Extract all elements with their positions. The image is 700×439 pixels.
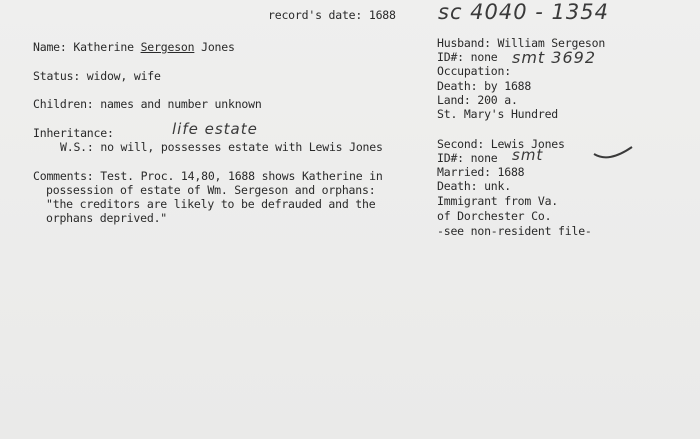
comments-line-1: Comments: Test. Proc. 14,80, 1688 shows Katherine in <box>33 169 383 183</box>
comments-line-2: possession of estate of Wm. Sergeson and orphans: <box>46 183 376 197</box>
handwritten-stroke-icon <box>592 144 634 162</box>
husband-field: Husband: William Sergeson <box>437 36 606 50</box>
occupation-field: Occupation: <box>437 64 511 78</box>
inheritance-ws: W.S.: no will, possesses estate with Lewis Jones <box>60 140 383 154</box>
name-field <box>33 40 235 54</box>
second-id: ID#: none <box>437 151 498 165</box>
husband-id: ID#: none <box>437 50 498 64</box>
inheritance-handwritten: life estate <box>172 120 258 138</box>
comments-line-4: orphans deprived." <box>46 211 168 225</box>
land-field: Land: 200 a. <box>437 93 518 107</box>
immigrant-field: Immigrant from Va. <box>437 194 559 208</box>
comments-line-3: "the creditors are likely to be defrauded and the <box>46 197 376 211</box>
record-date: record's date: 1688 <box>268 8 396 22</box>
children-field: Children: names and number unknown <box>33 97 262 111</box>
death-field-1: Death: by 1688 <box>437 79 532 93</box>
name-prefix: Name: Katherine <box>33 40 141 54</box>
married-field: Married: 1688 <box>437 165 525 179</box>
name-suffix: Jones <box>194 40 235 54</box>
inheritance-label: Inheritance: <box>33 126 114 140</box>
second-husband-field: Second: Lewis Jones <box>437 137 565 151</box>
status-field: Status: widow, wife <box>33 69 161 83</box>
see-file-field: -see non-resident file- <box>437 224 592 238</box>
hundred-field: St. Mary's Hundred <box>437 107 559 121</box>
county-field: of Dorchester Co. <box>437 209 552 223</box>
handwritten-id-1: smt 3692 <box>512 48 596 67</box>
handwritten-id-2: smt <box>512 146 544 164</box>
handwritten-reference: sc 4040 - 1354 <box>438 0 609 24</box>
name-underlined: Sergeson <box>140 40 195 54</box>
death-field-2: Death: unk. <box>437 179 511 193</box>
